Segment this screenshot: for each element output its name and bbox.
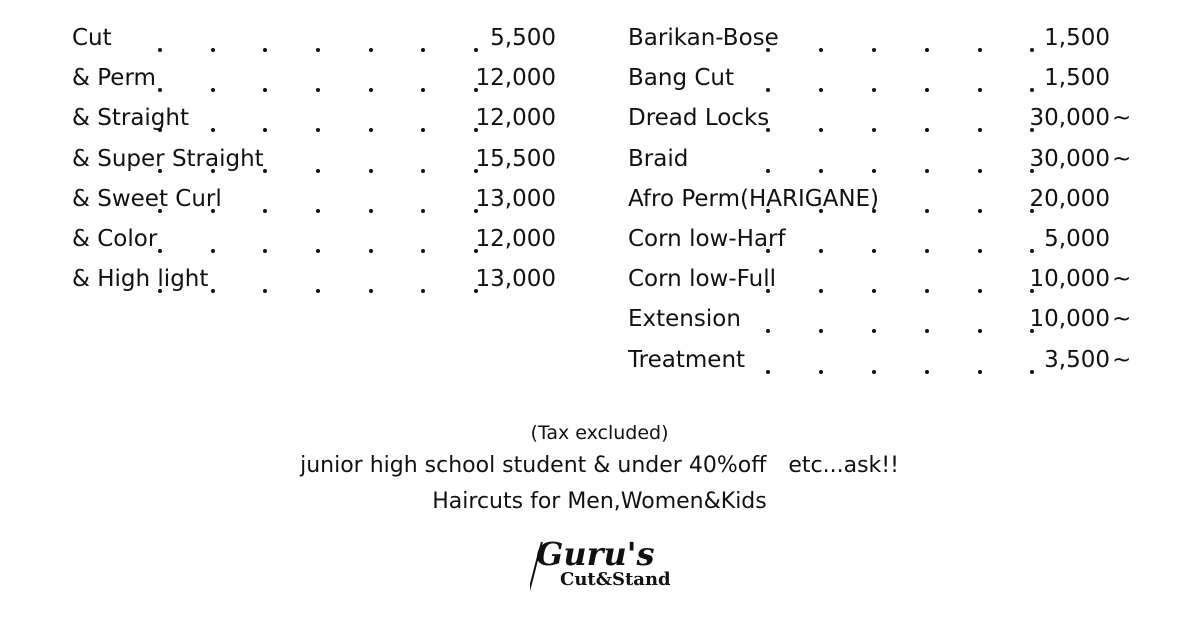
menu-item-price: 30,000 <box>1029 145 1110 172</box>
leader-dot <box>925 249 929 253</box>
leader-dot <box>316 48 320 52</box>
leader-dot <box>819 48 823 52</box>
menu-row-bang-cut <box>600 60 1199 100</box>
price-from-marker: ~ <box>1112 306 1132 333</box>
leader-dot <box>211 249 215 253</box>
leader-dot <box>1030 88 1034 92</box>
leader-dot <box>158 249 162 253</box>
menu-left-column <box>0 20 600 301</box>
leader-dot <box>872 128 876 132</box>
leader-dot <box>263 88 267 92</box>
leader-dot <box>316 169 320 173</box>
leader-dot <box>819 370 823 374</box>
leader-dot <box>316 249 320 253</box>
menu-item-price: 1,500 <box>1044 25 1110 51</box>
menu-row-cut <box>0 20 600 60</box>
menu-item-price: 30,000 <box>1029 105 1110 132</box>
leader-dot <box>369 169 373 173</box>
menu-item-name: Dread Locks <box>628 105 770 132</box>
menu-item-price: 1,500 <box>1044 65 1110 92</box>
leader-dot <box>978 48 982 52</box>
menu-row-barikan-bose <box>600 20 1199 60</box>
leader-dot <box>211 88 215 92</box>
menu-row-braid <box>600 141 1199 181</box>
leader-dot <box>766 329 770 333</box>
leader-dot <box>369 289 373 293</box>
leader-dot <box>263 209 267 213</box>
price-from-marker: ~ <box>1112 266 1132 293</box>
leader-dot <box>1030 370 1034 374</box>
leader-dot <box>369 48 373 52</box>
leader-dot <box>819 329 823 333</box>
leader-dot <box>872 289 876 293</box>
leader-dot <box>158 88 162 92</box>
menu-item-price: 10,000 <box>1029 306 1110 333</box>
leader-dot <box>316 209 320 213</box>
price-from-marker: ~ <box>1112 346 1132 373</box>
leader-dot <box>925 289 929 293</box>
menu-item-price: 13,000 <box>475 266 556 293</box>
leader-dot <box>925 128 929 132</box>
leader-dot <box>421 249 425 253</box>
menu-row-color <box>0 221 600 261</box>
leader-dot <box>263 128 267 132</box>
leader-dot <box>474 48 478 52</box>
menu-row-extension <box>600 301 1199 341</box>
menu-item-name: & High light <box>72 266 209 293</box>
leader-dot <box>211 289 215 293</box>
leader-dot <box>978 370 982 374</box>
leader-dot <box>978 329 982 333</box>
leader-dot <box>421 169 425 173</box>
menu-item-name: Braid <box>628 145 689 172</box>
leader-dot <box>369 128 373 132</box>
menu-item-name: Corn low-Full <box>628 266 776 293</box>
menu-item-price: 20,000 <box>1029 185 1110 212</box>
leader-dot <box>978 128 982 132</box>
leader-dot <box>925 370 929 374</box>
menu-item-name: Extension <box>628 306 741 333</box>
leader-dot <box>421 48 425 52</box>
leader-dot <box>978 209 982 213</box>
menu-item-name: & Straight <box>72 105 189 132</box>
logo-subtitle: Cut&Stand <box>560 569 671 590</box>
leader-dot <box>421 128 425 132</box>
menu-row-sweet-curl <box>0 181 600 221</box>
menu-row-straight <box>0 100 600 140</box>
menu-item-price: 5,500 <box>490 25 556 51</box>
leader-dot <box>421 209 425 213</box>
leader-dot <box>421 289 425 293</box>
menu-item-price: 15,500 <box>475 145 556 172</box>
menu-row-super-straight <box>0 141 600 181</box>
leader-dot <box>819 169 823 173</box>
menu-row-high-light <box>0 261 600 301</box>
menu-row-dread-locks <box>600 100 1199 140</box>
leader-dot <box>872 249 876 253</box>
leader-dot <box>925 329 929 333</box>
leader-dot <box>1030 48 1034 52</box>
leader-dot <box>925 209 929 213</box>
leader-dot <box>872 169 876 173</box>
menu-right-column <box>600 20 1199 382</box>
leader-dot <box>1030 249 1034 253</box>
leader-dot <box>872 370 876 374</box>
leader-dot <box>766 169 770 173</box>
menu-item-price: 12,000 <box>475 225 556 252</box>
ask-note: etc...ask!! <box>788 453 899 478</box>
leader-dot <box>316 88 320 92</box>
leader-dot <box>872 88 876 92</box>
menu-item-name: Treatment <box>628 346 746 373</box>
menu-item-price: 12,000 <box>475 105 556 132</box>
menu-row-corn-low-harf <box>600 221 1199 261</box>
leader-dot <box>421 88 425 92</box>
menu-item-name: Bang Cut <box>628 65 735 92</box>
menu-row-corn-low-full <box>600 261 1199 301</box>
leader-dot <box>925 88 929 92</box>
leader-dot <box>369 88 373 92</box>
menu-item-price: 5,000 <box>1044 225 1110 252</box>
leader-dot <box>263 249 267 253</box>
leader-dot <box>316 128 320 132</box>
leader-dot <box>819 88 823 92</box>
leader-dot <box>369 209 373 213</box>
leader-dot <box>978 249 982 253</box>
menu-item-name: & Sweet Curl <box>72 185 222 212</box>
logo-script: Guru's <box>536 535 655 573</box>
leader-dot <box>369 249 373 253</box>
student-discount: junior high school student & under 40%off <box>300 453 767 478</box>
price-from-marker: ~ <box>1112 105 1132 132</box>
menu-item-name: & Super Straight <box>72 145 264 172</box>
price-from-marker: ~ <box>1112 145 1132 172</box>
menu-item-name: Cut <box>72 25 112 51</box>
menu-item-name: Corn low-Harf <box>628 225 786 252</box>
leader-dot <box>978 289 982 293</box>
menu-row-treatment <box>600 342 1199 382</box>
menu-item-name: & Perm <box>72 65 156 92</box>
leader-dot <box>263 289 267 293</box>
leader-dot <box>925 169 929 173</box>
leader-dot <box>766 370 770 374</box>
leader-dot <box>819 128 823 132</box>
leader-dot <box>211 48 215 52</box>
menu-row-afro-perm-harigane <box>600 181 1199 221</box>
leader-dot <box>819 249 823 253</box>
gurus-logo <box>530 528 675 598</box>
menu-row-perm <box>0 60 600 100</box>
menu-item-name: Barikan-Bose <box>628 25 779 51</box>
leader-dot <box>766 88 770 92</box>
leader-dot <box>158 48 162 52</box>
leader-dot <box>978 169 982 173</box>
menu-item-price: 3,500 <box>1044 346 1110 373</box>
leader-dot <box>925 48 929 52</box>
menu-item-name: Afro Perm(HARIGANE) <box>628 185 880 212</box>
leader-dot <box>978 88 982 92</box>
leader-dot <box>316 289 320 293</box>
haircuts-tagline: Haircuts for Men,Women&Kids <box>432 489 767 514</box>
menu-item-price: 12,000 <box>475 65 556 92</box>
leader-dot <box>872 48 876 52</box>
menu-item-name: & Color <box>72 225 158 252</box>
student-discount-line <box>0 453 1199 478</box>
menu-item-price: 10,000 <box>1029 266 1110 293</box>
leader-dot <box>263 48 267 52</box>
leader-dot <box>819 289 823 293</box>
menu-item-price: 13,000 <box>475 185 556 212</box>
leader-dot <box>872 329 876 333</box>
leader-dot <box>211 128 215 132</box>
tax-note: (Tax excluded) <box>530 422 669 444</box>
